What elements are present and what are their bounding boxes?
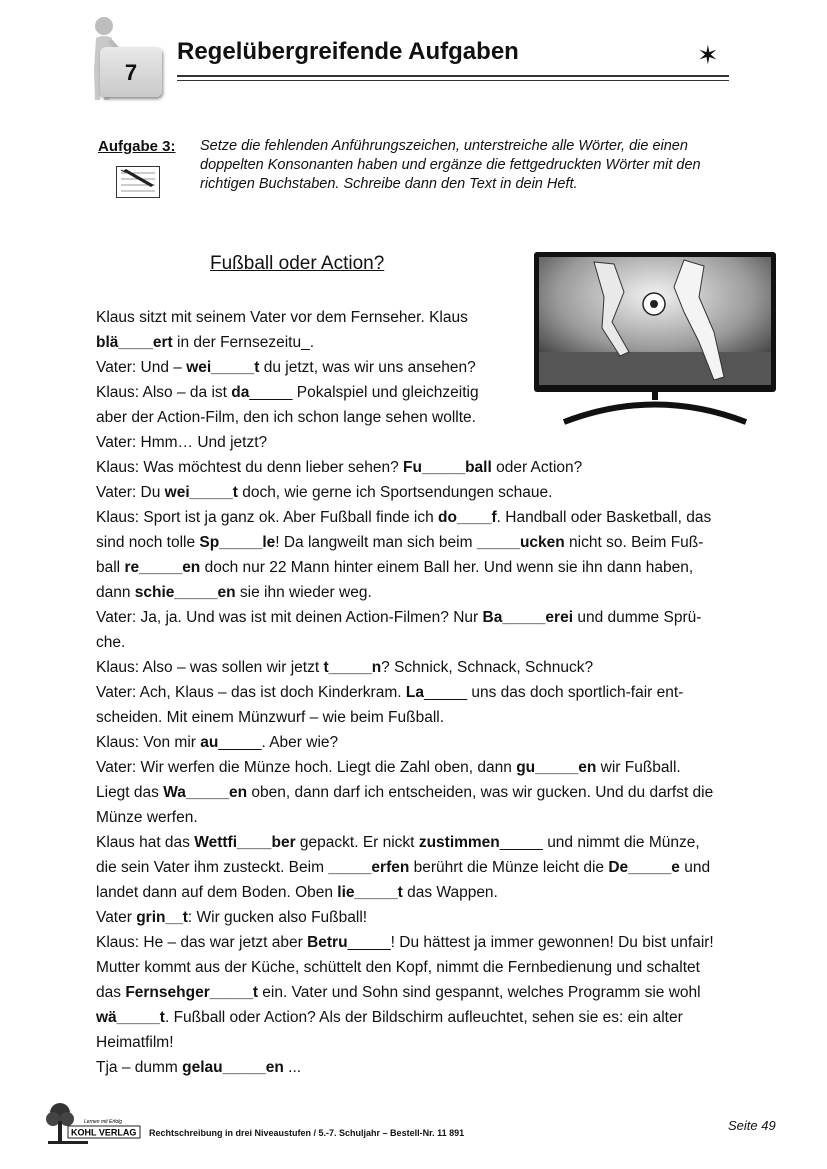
- story-text: Klaus: Also – da ist: [96, 384, 232, 401]
- story-body: [96, 305, 776, 1080]
- gap-word: gu_____en: [516, 759, 597, 776]
- story-title: Fußball oder Action?: [210, 253, 385, 274]
- gap-word: Wettfi____ber: [194, 834, 296, 851]
- story-text: _____! Du hättest ja immer gewonnen! Du bist unfair!: [347, 934, 714, 951]
- story-text: nicht so. Beim Fuß-: [564, 534, 704, 551]
- story-line: [96, 580, 776, 605]
- story-line: [96, 755, 776, 780]
- story-line: [96, 530, 776, 555]
- story-text: doch, wie gerne ich Sportsendungen schaue.: [237, 484, 553, 501]
- story-text: berührt die Münze leicht die: [409, 859, 609, 876]
- gap-word: blä____ert: [96, 334, 173, 351]
- title-rule-thin: [177, 80, 729, 81]
- story-text: doch nur 22 Mann hinter einem Ball her. Und wenn sie ihn dann haben,: [200, 559, 694, 576]
- story-text: scheiden. Mit einem Münzwurf – wie beim Fußball.: [96, 709, 445, 726]
- story-text: Heimatfilm!: [96, 1034, 174, 1051]
- story-text: Vater: Ach, Klaus – das ist doch Kinderkram.: [96, 684, 406, 701]
- page-number: Seite 49: [728, 1118, 776, 1133]
- gap-word: Betru: [307, 934, 348, 951]
- story-line: [96, 1030, 776, 1055]
- story-text: Klaus sitzt mit seinem Vater vor dem Fernseher. Klaus: [96, 309, 468, 326]
- story-text: das: [96, 984, 126, 1001]
- story-text: Klaus: Was möchtest du denn lieber sehen?: [96, 459, 404, 476]
- story-line: [96, 555, 776, 580]
- story-line: [96, 455, 776, 480]
- story-line: [96, 605, 776, 630]
- story-text: ein. Vater und Sohn sind gespannt, welches Programm sie wohl: [258, 984, 701, 1001]
- story-line: [96, 805, 776, 830]
- story-text: . Fußball oder Action? Als der Bildschirm aufleuchtet, sehen sie es: ein alter: [164, 1009, 683, 1026]
- story-text: _____ und nimmt die Münze,: [499, 834, 700, 851]
- story-line: [96, 930, 776, 955]
- gap-word: grin__t: [136, 909, 188, 926]
- story-text: oder Action?: [491, 459, 583, 476]
- story-line: [96, 505, 776, 530]
- story-line: [96, 380, 516, 405]
- gap-word: gelau_____en: [182, 1059, 284, 1076]
- story-text: Tja – dumm: [96, 1059, 183, 1076]
- story-line: [96, 730, 776, 755]
- story-text: Vater: Wir werfen die Münze hoch. Liegt die Zahl oben, dann: [96, 759, 517, 776]
- story-text: Klaus: Also – was sollen wir jetzt: [96, 659, 324, 676]
- gap-word: Fu_____ball: [403, 459, 492, 476]
- story-text: Vater: Und –: [96, 359, 187, 376]
- story-text: che.: [96, 634, 126, 651]
- footer-text: Rechtschreibung in drei Niveaustufen / 5.-7. Schuljahr – Bestell-Nr. 11 891: [149, 1128, 465, 1138]
- gap-word: t_____n: [323, 659, 382, 676]
- gap-word: wei_____t: [164, 484, 238, 501]
- story-line: [96, 880, 776, 905]
- story-text: und: [679, 859, 711, 876]
- gap-word: wei_____t: [186, 359, 260, 376]
- story-text: oben, dann darf ich entscheiden, was wir gucken. Und du darfst die: [247, 784, 714, 801]
- story-line: [96, 480, 776, 505]
- gap-word: La: [405, 684, 424, 701]
- gap-word: _____ucken: [476, 534, 565, 551]
- task-instruction: Setze die fehlenden Anführungszeichen, unterstreiche alle Wörter, die einen doppelten Konsonanten haben und ergänze die fettgedruckten Wörter mit den richtigen Buchstaben. Schreibe dann den Text in dein Heft.: [200, 138, 701, 192]
- story-text: dann: [96, 584, 135, 601]
- gap-word: Fernsehger_____t: [125, 984, 258, 1001]
- story-text: aber der Action-Film, den ich schon lange sehen wollte.: [96, 409, 476, 426]
- story-line: [96, 855, 776, 880]
- gap-word: Ba_____erei: [482, 609, 574, 626]
- story-line: [96, 1005, 776, 1030]
- story-text: ...: [283, 1059, 302, 1076]
- story-text: Klaus: Sport ist ja ganz ok. Aber Fußball finde ich: [96, 509, 439, 526]
- story-line: [96, 305, 516, 330]
- gap-word: _____erfen: [328, 859, 410, 876]
- gap-word: re_____en: [124, 559, 201, 576]
- kohl-verlag-logo: [44, 1101, 146, 1149]
- gap-word: da: [231, 384, 250, 401]
- gap-word: schie_____en: [134, 584, 236, 601]
- story-text: Vater: [96, 909, 137, 926]
- story-text: landet dann auf dem Boden. Oben: [96, 884, 338, 901]
- story-line: [96, 1055, 776, 1080]
- logo-tagline: Lernen mit Erfolg: [84, 1119, 123, 1125]
- story-text: wir Fußball.: [596, 759, 681, 776]
- story-text: Münze werfen.: [96, 809, 198, 826]
- gap-word: Wa_____en: [163, 784, 248, 801]
- story-text: du jetzt, was wir uns ansehen?: [259, 359, 476, 376]
- story-text: Vater: Hmm… Und jetzt?: [96, 434, 268, 451]
- page-title: Regelübergreifende Aufgaben: [177, 38, 519, 65]
- story-line: [96, 830, 776, 855]
- story-text: ? Schnick, Schnack, Schnuck?: [381, 659, 594, 676]
- six-point-star-icon: ✶: [697, 40, 719, 70]
- chapter-number: 7: [124, 60, 138, 85]
- story-line: [96, 630, 776, 655]
- task-label: Aufgabe 3:: [98, 138, 176, 155]
- story-line: [96, 405, 516, 430]
- story-text: Liegt das: [96, 784, 164, 801]
- gap-word: do____f: [438, 509, 497, 526]
- story-text: ball: [96, 559, 125, 576]
- story-line: [96, 980, 776, 1005]
- story-text: sie ihn wieder weg.: [235, 584, 372, 601]
- logo-name: KOHL VERLAG: [71, 1127, 137, 1138]
- story-line: [96, 705, 776, 730]
- story-line: [96, 905, 776, 930]
- pen-writing-icon: [116, 166, 160, 198]
- story-text: Klaus: Von mir: [96, 734, 201, 751]
- story-line: [96, 430, 776, 455]
- story-text: sind noch tolle: [96, 534, 200, 551]
- story-text: Klaus: He – das war jetzt aber: [96, 934, 308, 951]
- story-text: _____ uns das doch sportlich-fair ent-: [423, 684, 684, 701]
- story-text: . Handball oder Basketball, das: [496, 509, 712, 526]
- gap-word: lie_____t: [337, 884, 403, 901]
- story-text: in der Fernsezeitu_.: [172, 334, 314, 351]
- story-text: Mutter kommt aus der Küche, schüttelt den Kopf, nimmt die Fernbedienung und schaltet: [96, 959, 700, 976]
- gap-word: Sp_____le: [199, 534, 276, 551]
- story-line: [96, 330, 516, 355]
- story-text: Klaus hat das: [96, 834, 195, 851]
- story-text: die sein Vater ihm zusteckt. Beim: [96, 859, 329, 876]
- story-line: [96, 955, 776, 980]
- story-line: [96, 680, 776, 705]
- story-line: [96, 655, 776, 680]
- title-rule: [177, 75, 729, 77]
- story-text: Vater: Ja, ja. Und was ist mit deinen Action-Filmen? Nur: [96, 609, 483, 626]
- story-text: ! Da langweilt man sich beim: [275, 534, 477, 551]
- story-text: und dumme Sprü-: [573, 609, 702, 626]
- story-text: gepackt. Er nickt: [295, 834, 419, 851]
- story-line: [96, 780, 776, 805]
- story-text: das Wappen.: [402, 884, 498, 901]
- story-text: : Wir gucken also Fußball!: [187, 909, 368, 926]
- gap-word: wä_____t: [96, 1009, 165, 1026]
- story-line: [96, 355, 516, 380]
- gap-word: au: [200, 734, 219, 751]
- story-text: Vater: Du: [96, 484, 165, 501]
- story-text: _____ Pokalspiel und gleichzeitig: [249, 384, 479, 401]
- gap-word: zustimmen: [418, 834, 500, 851]
- story-text: _____. Aber wie?: [218, 734, 339, 751]
- gap-word: De_____e: [608, 859, 680, 876]
